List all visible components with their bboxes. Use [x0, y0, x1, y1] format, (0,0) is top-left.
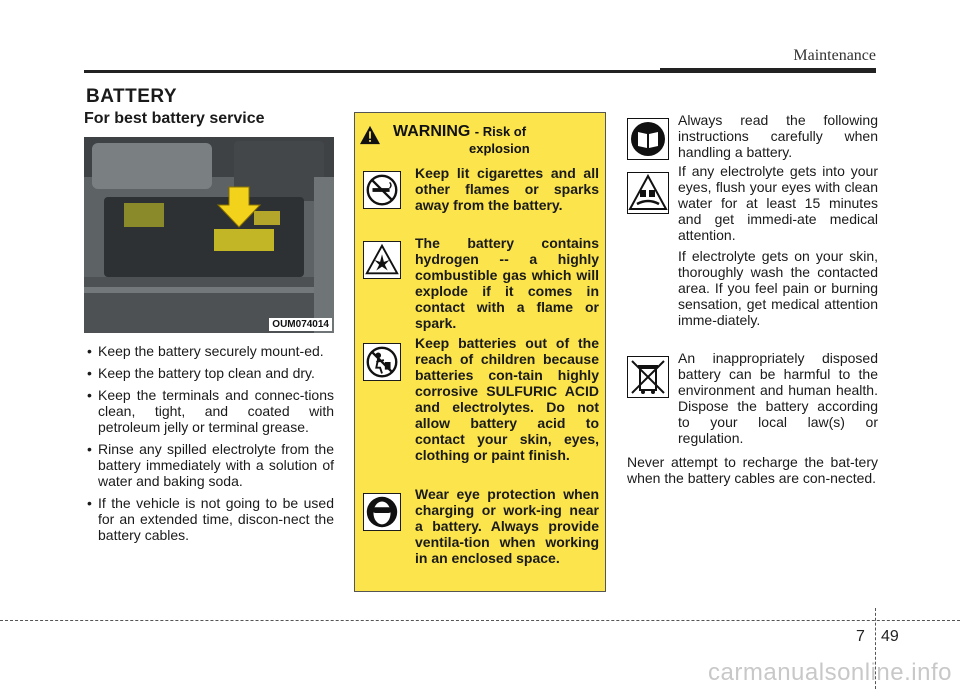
warning-item: Keep lit cigarettes and all other flames or sparks away from the battery.: [415, 165, 599, 213]
list-item: • Keep the terminals and connec-tions clean, tight, and coated with petroleum jelly or terminal grease.: [84, 387, 334, 435]
warning-box: [354, 112, 606, 592]
battery-care-list: [84, 343, 334, 543]
corrosive-acid-icon: [627, 172, 669, 214]
warning-item: The battery contains hydrogen -- a highly combustible gas which will explode if it comes in contact with a flame or spark.: [415, 235, 599, 331]
page-number: 49: [881, 628, 899, 645]
list-item: • If the vehicle is not going to be used for an extended time, discon-nect the battery cables.: [84, 495, 334, 543]
right-paragraph: If electrolyte gets on your skin, thoroughly wash the contacted area. If you feel pain or burning sensation, get medical attention imme-diately.: [678, 248, 878, 328]
eye-protection-icon: [363, 493, 401, 531]
warning-risk-line2: explosion: [469, 141, 530, 156]
engine-bay-illustration: [84, 137, 334, 333]
section-header: Maintenance: [793, 47, 876, 64]
right-paragraph: Always read the following instructions carefully when handling a battery.: [678, 112, 878, 160]
photo-label: OUM074014: [269, 318, 332, 331]
list-item: • Keep the battery securely mount-ed.: [84, 343, 334, 359]
warning-heading: [393, 123, 603, 156]
no-trash-bin-icon: [627, 356, 669, 398]
warning-item: Keep batteries out of the reach of children because batteries con-tain highly corrosive SULFURIC ACID and electrolytes. Do not allow battery acid to contact your skin, eyes, clothing or paint finish.: [415, 335, 599, 463]
subtitle: For best battery service: [84, 110, 265, 127]
battery-photo: [84, 137, 334, 333]
left-column: [84, 110, 334, 549]
footer-rule: [0, 620, 960, 621]
closing-paragraph: Never attempt to recharge the bat-tery when the battery cables are con-nected.: [627, 454, 878, 486]
page-title: BATTERY: [86, 86, 178, 107]
warning-label: WARNING: [393, 123, 471, 140]
no-smoking-icon: [363, 171, 401, 209]
header-rule-accent: [660, 68, 876, 73]
right-paragraph: If any electrolyte gets into your eyes, flush your eyes with clean water for at least 15 minutes and get immedi-ate medical attention.: [678, 163, 878, 243]
warning-triangle-icon: [359, 125, 381, 145]
watermark: carmanualsonline.info: [708, 659, 952, 686]
read-manual-icon: [627, 118, 669, 160]
warning-item: Wear eye protection when charging or work-ing near a battery. Always provide ventila-tion when working in an enclosed space.: [415, 486, 599, 566]
list-item: • Keep the battery top clean and dry.: [84, 365, 334, 381]
chapter-number: 7: [856, 628, 865, 645]
keep-away-from-children-icon: [363, 343, 401, 381]
explosion-hazard-icon: [363, 241, 401, 279]
list-item: • Rinse any spilled electrolyte from the battery immediately with a solution of water and baking soda.: [84, 441, 334, 489]
right-paragraph: An inappropriately disposed battery can be harmful to the environment and human health. Dispose the battery according to your local law(s) or regulation.: [678, 350, 878, 446]
warning-risk-line1: - Risk of: [474, 124, 527, 139]
